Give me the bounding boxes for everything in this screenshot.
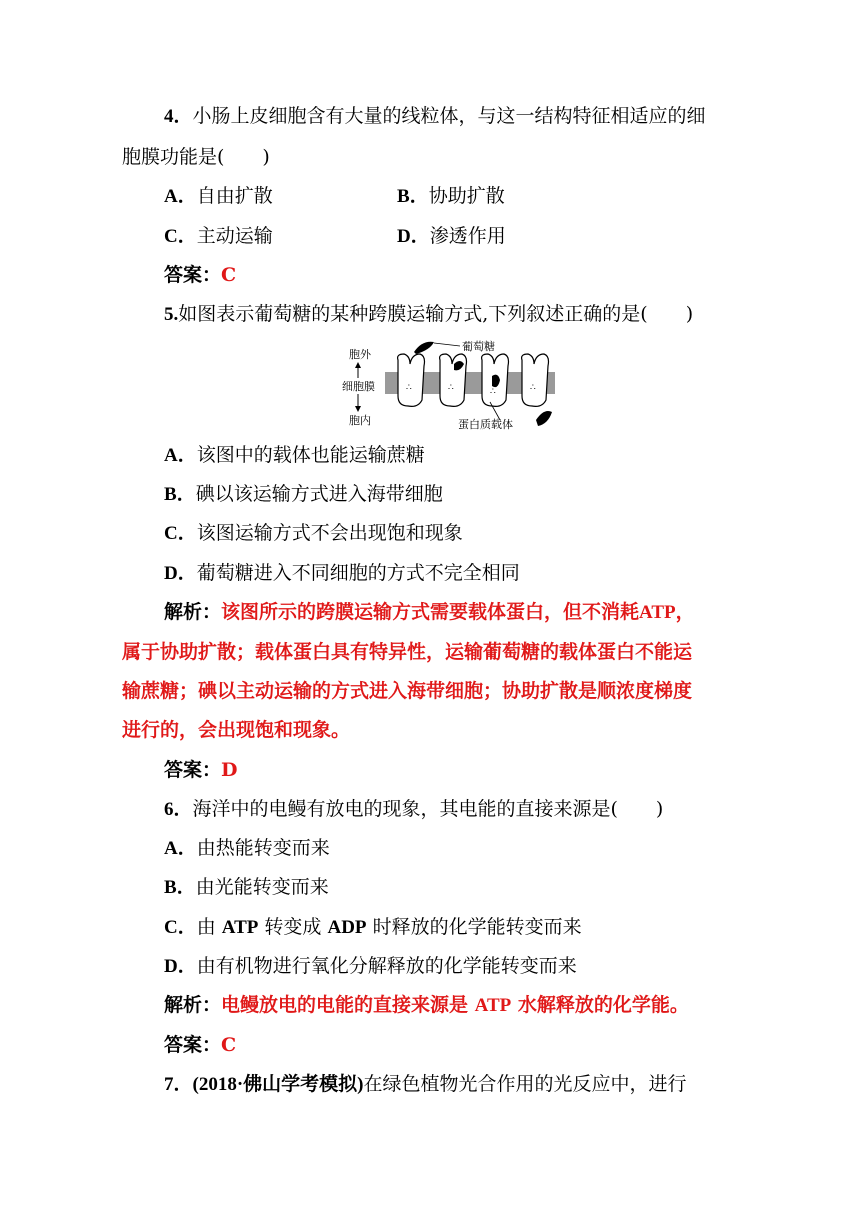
q5-analysis-line3: 输蔗糖；碘以主动运输的方式进入海带细胞；协助扩散是顺浓度梯度 (122, 680, 693, 702)
figure-label-inside: 胞内 (349, 414, 371, 427)
q4-option-a: A．自由扩散 (164, 185, 273, 207)
glucose-molecule-inside (536, 411, 552, 426)
q4-option-d: D．渗透作用 (397, 225, 506, 247)
q5-analysis-line2: 属于协助扩散；载体蛋白具有特异性，运输葡萄糖的载体蛋白不能运 (122, 641, 693, 663)
q4-answer: 答案：C (164, 264, 237, 286)
figure-label-carrier: 蛋白质载体 (458, 418, 513, 431)
q4-stem-line2: 胞膜功能是( ) (122, 146, 270, 168)
carrier-protein-1 (398, 354, 425, 406)
figure-label-membrane: 细胞膜 (342, 380, 375, 393)
q6-analysis: 解析：电鳗放电的电能的直接来源是 ATP 水解释放的化学能。 (164, 994, 689, 1016)
q6-answer: 答案：C (164, 1034, 237, 1056)
q5-option-d: D．葡萄糖进入不同细胞的方式不完全相同 (164, 562, 520, 584)
q5-analysis-line1: 解析：该图所示的跨膜运输方式需要载体蛋白，但不消耗ATP， (164, 601, 695, 623)
svg-text:∴: ∴ (406, 383, 412, 393)
q6-option-d: D．由有机物进行氧化分解释放的化学能转变而来 (164, 955, 577, 977)
carrier-protein-4 (522, 354, 549, 406)
q5-option-c: C．该图运输方式不会出现饱和现象 (164, 522, 463, 544)
glucose-molecule-outside (414, 342, 434, 354)
figure-label-outside: 胞外 (349, 348, 371, 361)
figure-label-glucose: 葡萄糖 (462, 340, 495, 353)
q5-analysis-line4: 进行的，会出现饱和现象。 (122, 719, 351, 741)
q4-stem-line1: 4．小肠上皮细胞含有大量的线粒体，与这一结构特征相适应的细 (164, 105, 706, 127)
svg-text:∴: ∴ (490, 387, 496, 397)
q6-option-b: B．由光能转变而来 (164, 876, 329, 898)
q4-number: 4 (164, 106, 174, 127)
svg-text:∴: ∴ (448, 383, 454, 393)
q5-option-a: A．该图中的载体也能运输蔗糖 (164, 444, 425, 466)
q7-stem: 7．(2018·佛山学考模拟)在绿色植物光合作用的光反应中，进行 (164, 1073, 687, 1095)
q5-answer: 答案：D (164, 759, 238, 781)
q5-option-b: B．碘以该运输方式进入海带细胞 (164, 483, 443, 505)
q6-stem: 6．海洋中的电鳗有放电的现象，其电能的直接来源是( ) (164, 798, 664, 820)
carrier-protein-2 (440, 354, 467, 406)
q4-option-c: C．主动运输 (164, 225, 273, 247)
svg-text:∴: ∴ (530, 383, 536, 393)
q4-option-b: B．协助扩散 (397, 185, 505, 207)
q6-option-c: C．由 ATP 转变成 ADP 时释放的化学能转变而来 (164, 916, 582, 938)
q6-option-a: A．由热能转变而来 (164, 837, 330, 859)
membrane-transport-figure (340, 334, 580, 434)
q5-stem: 5.如图表示葡萄糖的某种跨膜运输方式,下列叙述正确的是( ) (164, 303, 694, 325)
